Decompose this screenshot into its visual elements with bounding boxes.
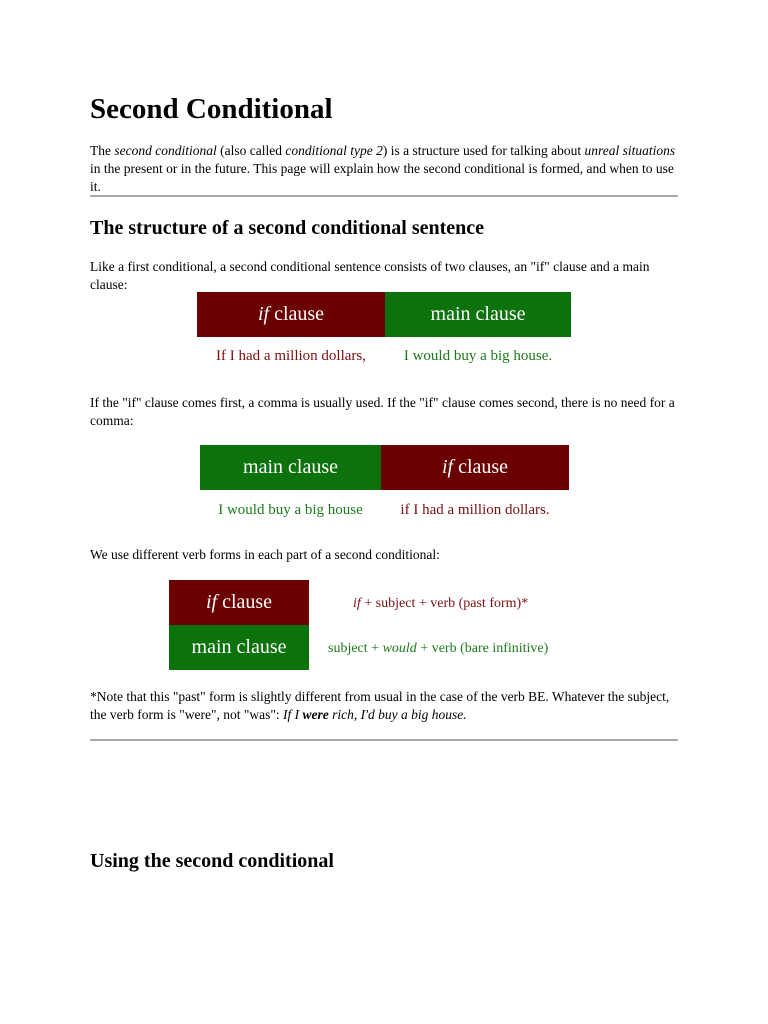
example-main-part: I would buy a big house. [403,348,553,364]
note-example: If I [283,707,303,722]
if-word: if [205,591,218,613]
structure-paragraph-2: If the "if" clause comes first, a comma is usually used. If the "if" clause comes second, there is no need for a comma: [90,395,675,428]
clause-word: clause [269,303,325,325]
clause-word: clause [217,591,273,613]
page-title: Second Conditional [90,93,333,125]
example-row-1 [197,347,571,365]
intro-text: ) is a structure used for talking about [382,143,585,158]
formula-main-rest: + verb (bare infinitive) [416,641,549,656]
intro-text: (also called [216,143,286,158]
main-clause-cell [169,625,309,670]
divider [90,195,678,197]
example-row-2 [200,501,569,519]
clause-word: clause [453,456,509,478]
formula-if-clause [353,595,528,613]
intro-term-conditional-type-2: conditional type 2 [285,143,383,158]
if-clause-cell [381,445,569,490]
note-text: *Note that this "past" form is slightly different from usual in the case of the verb BE. Whatever the subject, the verb form is "were", not "was": [90,689,670,722]
intro-term-unreal-situations: unreal situations [584,143,676,158]
if-word: if [257,303,270,325]
structure-paragraph-1: Like a first conditional, a second conditional sentence consists of two clauses, an "if" clause and a main clause: [90,259,650,292]
main-clause-label: main clause [243,456,338,478]
note-example-were: were [302,707,329,722]
formula-if-rest: + subject + verb (past form)* [360,596,529,611]
if-clause-cell [197,292,385,337]
clause-table-main-first [200,445,569,490]
intro-text: The [90,143,115,158]
structure-paragraph-3: We use different verb forms in each part of a second conditional: [90,547,440,562]
main-clause-label: main clause [430,303,526,325]
example-if-part: If I had a million dollars, [216,348,366,364]
main-clause-cell [200,445,381,490]
example-if-part: if I had a million dollars. [400,502,550,518]
clause-table-if-first [197,292,571,337]
section-heading-using: Using the second conditional [90,850,334,872]
intro-term-second-conditional: second conditional [114,143,217,158]
divider [90,739,678,741]
formula-would: would [382,641,417,656]
note-example: rich, I'd buy a big house. [328,707,467,722]
if-word: if [441,456,454,478]
note-paragraph [90,688,678,724]
formula-main-clause [328,640,548,658]
clause-table-verb-forms [169,580,309,670]
intro-text: in the present or in the future. This page will explain how the second conditional is formed, and when to use it. [90,161,674,194]
formula-if-word: if [353,596,361,611]
intro-paragraph [90,142,678,196]
formula-main-pre: subject + [328,641,383,656]
if-clause-cell [169,580,309,625]
example-main-part: I would buy a big house [218,502,363,518]
main-clause-label: main clause [191,636,287,658]
section-heading-structure: The structure of a second conditional sentence [90,217,485,239]
main-clause-cell [385,292,571,337]
